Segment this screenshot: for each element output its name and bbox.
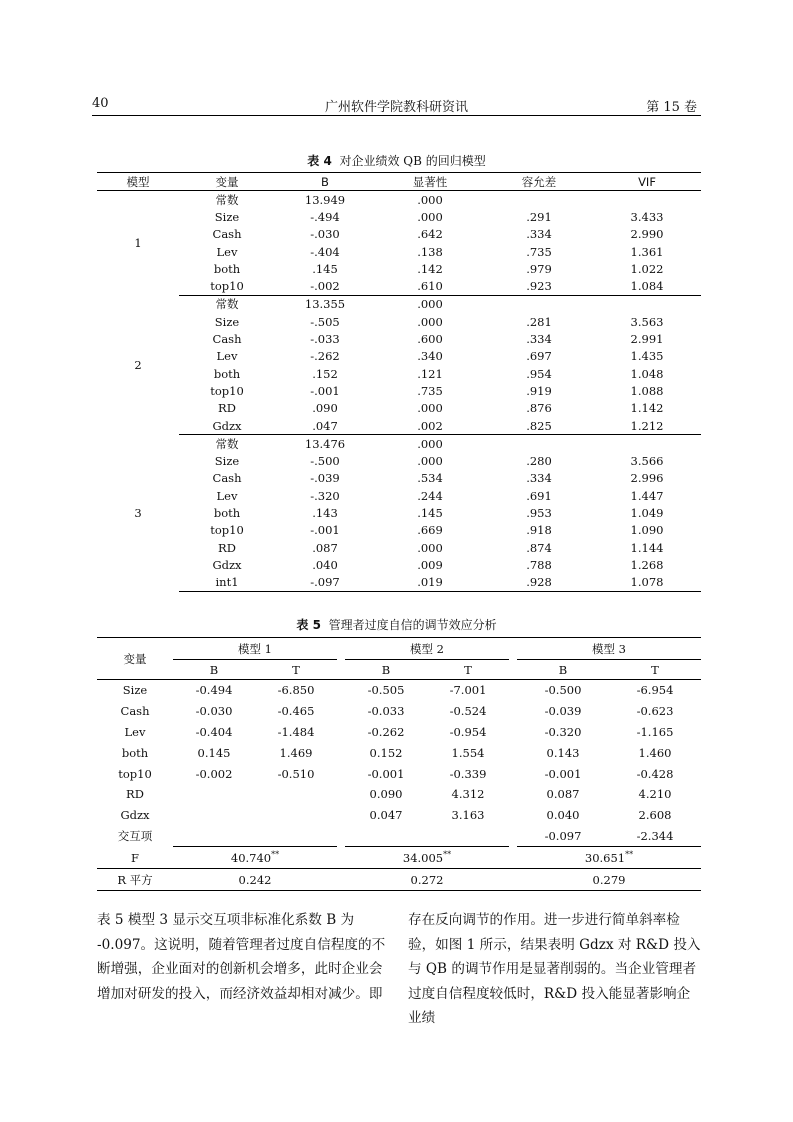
table5-r2-value-model2: 0.272 (345, 869, 509, 891)
table4-value-cell: .090 (312, 401, 338, 416)
table4-row (97, 243, 701, 260)
table4-value-cell (593, 435, 701, 453)
table4-value-cell: 1.078 (593, 574, 701, 592)
table4-value-cell: .152 (312, 366, 338, 381)
table5-value-cell: -6.850 (277, 683, 315, 698)
table4-value-cell: .000 (375, 435, 485, 453)
table4-value-cell: .334 (526, 332, 552, 347)
table5-f-label: F (131, 850, 139, 865)
table4-header-variable: 变量 (179, 173, 275, 191)
table4-value-cell: .874 (526, 540, 552, 555)
table4-variable-cell: Size (214, 454, 240, 469)
table4-value-cell: -.404 (310, 244, 340, 259)
table4-value-cell: .244 (417, 488, 443, 503)
table4-value-cell: -.262 (310, 349, 340, 364)
table5-row (97, 805, 701, 826)
table5-f-row (97, 847, 701, 869)
table5-r2-value-model1: 0.242 (173, 869, 337, 891)
header-rule (92, 115, 701, 116)
body-paragraph-left: 表 5 模型 3 显示交互项非标准化系数 B 为 -0.097。这说明，随着管理者过度自信程度的不断增强，企业面对的创新机会增多，此时企业会增加对研发的投入，而经济效益却相对减少。即 (97, 912, 386, 1002)
table5-value-cell: -0.505 (367, 683, 405, 698)
table5-header-model2: 模型 2 (345, 638, 509, 660)
table4-row (97, 470, 701, 487)
table4-model-cell: 3 (134, 505, 142, 520)
table4-variable-cell: RD (218, 401, 236, 416)
table4-value-cell: -.320 (310, 488, 340, 503)
table4-value-cell: .979 (526, 261, 552, 276)
table5-value-cell: -0.524 (449, 704, 487, 719)
table4-value-cell: 1.022 (630, 261, 664, 276)
table5-value-cell (173, 826, 255, 847)
table4-value-cell: .642 (417, 227, 443, 242)
table5-value-cell: -0.465 (277, 704, 315, 719)
table5-f-value-model3: 30.651** (517, 847, 701, 869)
table5-value-cell: -0.001 (544, 766, 582, 781)
table4-value-cell: .000 (375, 295, 485, 313)
table4-value-cell: 1.212 (630, 418, 664, 433)
table5-value-cell: -2.344 (636, 828, 674, 843)
table4-value-cell: .143 (312, 505, 338, 520)
table5-value-cell: -0.500 (544, 683, 582, 698)
table4-value-cell: 1.435 (630, 349, 664, 364)
table4-value-cell: .735 (417, 383, 443, 398)
table4-variable-cell: both (213, 505, 241, 520)
table5-variable-cell: 交互项 (117, 829, 153, 844)
table5-value-cell: -0.097 (544, 828, 582, 843)
table5-value-cell: -0.033 (367, 704, 405, 719)
table4-variable-cell: 常数 (215, 192, 239, 207)
table4-value-cell: .000 (417, 192, 443, 207)
table5-value-cell: -6.954 (636, 683, 674, 698)
table5-value-cell: -0.320 (544, 724, 582, 739)
table5-value-cell: 3.163 (451, 808, 485, 823)
table5-value-cell (173, 805, 255, 826)
table4-value-cell: .000 (417, 540, 443, 555)
table5-value-cell: -1.484 (277, 724, 315, 739)
table4-value-cell (485, 191, 593, 209)
table4-value-cell: -.001 (310, 383, 340, 398)
table4-value-cell: 13.355 (275, 295, 375, 313)
table5-subheader-b: B (173, 660, 255, 680)
table4-value-cell: .121 (417, 366, 443, 381)
table5-value-cell: -0.030 (195, 704, 233, 719)
table5-value-cell: 0.040 (546, 808, 580, 823)
table5-row (97, 826, 701, 847)
table4-value-cell: 1.090 (630, 523, 664, 538)
table4-value-cell: 2.990 (630, 227, 664, 242)
table4-value-cell: .000 (417, 209, 443, 224)
table4-value-cell: .281 (526, 314, 552, 329)
table5-value-cell (255, 805, 337, 826)
table4-variable-cell: 常数 (179, 435, 275, 453)
table4-value-cell: .000 (417, 314, 443, 329)
table5-caption (0, 616, 793, 633)
table4-value-cell: 2.996 (630, 471, 664, 486)
table4-value-cell: 3.563 (630, 314, 664, 329)
table4-model-cell: 1 (134, 236, 142, 251)
table4-header-model: 模型 (97, 173, 179, 191)
table4-value-cell: .918 (526, 523, 552, 538)
table4-variable-cell: Cash (212, 332, 242, 347)
table5-value-cell: 0.090 (369, 787, 403, 802)
table4-value-cell: 1.049 (630, 505, 664, 520)
table4-variable-cell: Lev (216, 244, 238, 259)
table4-value-cell: .953 (526, 505, 552, 520)
table4-row (97, 417, 701, 435)
table4-value-cell: .669 (417, 523, 443, 538)
table4-value-cell: .009 (417, 557, 443, 572)
table4-value-cell: -.039 (310, 471, 340, 486)
table5-value-cell: -0.339 (449, 766, 487, 781)
table5-row (97, 680, 701, 701)
table4-value-cell: .087 (312, 540, 338, 555)
table5-row (97, 722, 701, 743)
table4-row (97, 348, 701, 365)
table4-variable-cell: Cash (212, 471, 242, 486)
table4-row (97, 556, 701, 573)
table4-value-cell: .610 (417, 279, 443, 294)
table4-row (97, 382, 701, 399)
table5-value-cell (345, 826, 427, 847)
table4-variable-cell: top10 (210, 523, 244, 538)
table5-value-cell: 0.047 (369, 808, 403, 823)
table4-value-cell: 1.268 (630, 557, 664, 572)
table4-row (97, 226, 701, 243)
table4-value-cell: .047 (312, 418, 338, 433)
table5-f-value-model1: 40.740** (173, 847, 337, 869)
table4-value-cell: .825 (526, 418, 552, 433)
table4-value-cell: .280 (526, 454, 552, 469)
table4-value-cell: 13.476 (275, 435, 375, 453)
table4-value-cell: .334 (526, 471, 552, 486)
table4-row (97, 330, 701, 347)
table5-value-cell: -0.510 (277, 766, 315, 781)
table5-value-cell: -0.494 (195, 683, 233, 698)
table4-row (97, 208, 701, 225)
table4-row (97, 487, 701, 504)
table5-variable-cell: top10 (118, 766, 152, 781)
table4-value-cell: -.494 (310, 209, 340, 224)
table4-row (97, 435, 701, 453)
table4-variable-cell: top10 (210, 383, 244, 398)
volume-label: 第 15 卷 (646, 100, 697, 115)
table4-value-cell: .145 (417, 505, 443, 520)
table4-value-cell: .291 (526, 209, 552, 224)
table4-value-cell: .000 (417, 454, 443, 469)
table5-variable-cell: Lev (124, 724, 146, 739)
table5-row (97, 701, 701, 722)
table4-caption (0, 152, 793, 169)
table5-value-cell: -0.002 (195, 766, 233, 781)
table5-moderation (97, 637, 701, 891)
table4-variable-cell: Gdzx (212, 557, 242, 572)
table4-value-cell: .040 (312, 557, 338, 572)
table5-header-model1: 模型 1 (173, 638, 337, 660)
table4-value-cell (485, 295, 593, 313)
table5-value-cell: 1.554 (451, 745, 485, 760)
table4-model-cell: 2 (134, 357, 142, 372)
table4-caption-label: 表 4 (307, 154, 332, 168)
table4-value-cell: .000 (417, 401, 443, 416)
table4-value-cell: .928 (485, 574, 593, 592)
page-number: 40 (92, 96, 109, 111)
table4-value-cell: .923 (526, 279, 552, 294)
table4-value-cell: 3.433 (630, 209, 664, 224)
table5-value-cell: -0.262 (367, 724, 405, 739)
table4-value-cell: .340 (417, 349, 443, 364)
table5-subheader-b: B (517, 660, 609, 680)
table4-value-cell: .138 (417, 244, 443, 259)
table4-value-cell: -.505 (310, 314, 340, 329)
table5-value-cell: -7.001 (449, 683, 487, 698)
table4-variable-cell: Size (214, 209, 240, 224)
table4-value-cell: .919 (526, 383, 552, 398)
table4-value-cell: 2.991 (630, 332, 664, 347)
table4-variable-cell: Gdzx (212, 418, 242, 433)
table4-value-cell: .600 (417, 332, 443, 347)
table4-value-cell: .002 (417, 418, 443, 433)
table5-variable-cell: both (121, 745, 149, 760)
table5-value-cell: 0.152 (369, 745, 403, 760)
table5-header-variable: 变量 (97, 638, 173, 680)
table5-value-cell (427, 826, 509, 847)
table5-r2-row (97, 869, 701, 891)
table4-row (97, 295, 701, 313)
table4-row (97, 522, 701, 539)
table4-value-cell: 13.949 (304, 192, 346, 207)
table4-regression (97, 172, 701, 592)
table4-value-cell: .334 (526, 227, 552, 242)
table5-value-cell: 1.469 (279, 745, 313, 760)
table5-subheader-b: B (345, 660, 427, 680)
body-paragraph-right: 存在反向调节的作用。进一步进行简单斜率检验，如图 1 所示，结果表明 Gdzx 对 R&D 投入与 QB 的调节作用是显著削弱的。当企业管理者过度自信程度较低时，R&D 投入能显著影响企业绩 (408, 912, 701, 1026)
table4-value-cell: .788 (526, 557, 552, 572)
table4-value-cell: 1.088 (630, 383, 664, 398)
table5-value-cell: 0.087 (546, 787, 580, 802)
journal-title: 广州软件学院教科研资讯 (324, 100, 468, 115)
table4-value-cell: 1.447 (630, 488, 664, 503)
table4-value-cell: .142 (417, 261, 443, 276)
table4-variable-cell: Lev (216, 349, 238, 364)
table4-variable-cell: Cash (212, 227, 242, 242)
table5-value-cell: -1.165 (636, 724, 674, 739)
table5-row (97, 763, 701, 784)
table4-value-cell: 3.566 (630, 454, 664, 469)
table4-row (97, 539, 701, 556)
table5-variable-cell: Cash (120, 704, 150, 719)
table5-value-cell: 1.460 (638, 745, 672, 760)
table4-header-vif: VIF (593, 173, 701, 191)
table4-variable-cell: int1 (179, 574, 275, 592)
table5-subheader-t: T (609, 660, 701, 680)
table5-header-model3: 模型 3 (517, 638, 701, 660)
table4-value-cell: -.030 (310, 227, 340, 242)
table4-value-cell: .697 (526, 349, 552, 364)
table4-caption-text: 对企业绩效 QB 的回归模型 (339, 154, 486, 168)
table5-subheader-t: T (427, 660, 509, 680)
table4-variable-cell: top10 (210, 279, 244, 294)
table4-value-cell (593, 191, 701, 209)
table4-value-cell: 1.144 (630, 540, 664, 555)
table4-value-cell (593, 295, 701, 313)
table4-value-cell: .691 (526, 488, 552, 503)
table4-row (97, 452, 701, 469)
table4-value-cell (485, 435, 593, 453)
table4-value-cell: .876 (526, 401, 552, 416)
table4-value-cell: 1.048 (630, 366, 664, 381)
table4-value-cell: 1.361 (630, 244, 664, 259)
table4-row (97, 277, 701, 295)
table4-header-significance: 显著性 (375, 173, 485, 191)
table5-variable-cell: Gdzx (120, 808, 150, 823)
table4-value-cell: .534 (417, 471, 443, 486)
table4-variable-cell: Lev (216, 488, 238, 503)
table5-value-cell (255, 826, 337, 847)
table5-f-value-model2: 34.005** (345, 847, 509, 869)
table5-variable-cell: RD (126, 787, 144, 802)
table5-r2-label: R 平方 (97, 869, 173, 891)
table4-value-cell: -.500 (310, 454, 340, 469)
table5-caption-text: 管理者过度自信的调节效应分析 (328, 618, 497, 632)
table5-value-cell (173, 784, 255, 805)
table4-row (97, 400, 701, 417)
table4-value-cell: 1.084 (630, 279, 664, 294)
table4-header-b: B (275, 173, 375, 191)
table4-value-cell: -.001 (310, 523, 340, 538)
table4-variable-cell: Size (214, 314, 240, 329)
table5-value-cell: 4.312 (451, 787, 485, 802)
table5-value-cell: -0.039 (544, 704, 582, 719)
table5-subheader-t: T (255, 660, 337, 680)
table5-value-cell: 4.210 (638, 787, 672, 802)
table4-value-cell: -.033 (310, 332, 340, 347)
table5-value-cell: -0.623 (636, 704, 674, 719)
table4-row (97, 574, 701, 592)
table4-row (97, 191, 701, 209)
table4-row (97, 260, 701, 277)
table4-value-cell: .735 (526, 244, 552, 259)
table4-row (97, 504, 701, 521)
table4-value-cell: -.002 (310, 279, 340, 294)
table5-variable-cell: Size (122, 683, 148, 698)
table4-variable-cell: RD (218, 540, 236, 555)
table5-value-cell: -0.404 (195, 724, 233, 739)
table4-value-cell: 1.142 (630, 401, 664, 416)
table4-value-cell: .954 (526, 366, 552, 381)
table5-value-cell: -0.954 (449, 724, 487, 739)
table4-value-cell: .145 (312, 261, 338, 276)
table5-row (97, 742, 701, 763)
table4-value-cell: .019 (375, 574, 485, 592)
table5-r2-value-model3: 0.279 (517, 869, 701, 891)
table5-value-cell: -0.001 (367, 766, 405, 781)
table4-row (97, 313, 701, 330)
table5-caption-label: 表 5 (296, 618, 321, 632)
table5-value-cell: -0.428 (636, 766, 674, 781)
table5-value-cell (255, 784, 337, 805)
table5-value-cell: 0.143 (546, 745, 580, 760)
table4-row (97, 365, 701, 382)
table4-value-cell: -.097 (275, 574, 375, 592)
table4-variable-cell: 常数 (179, 295, 275, 313)
table5-value-cell: 2.608 (638, 808, 672, 823)
table5-row (97, 784, 701, 805)
table4-variable-cell: both (213, 261, 241, 276)
table5-value-cell: 0.145 (197, 745, 231, 760)
table4-header-tolerance: 容允差 (485, 173, 593, 191)
table4-variable-cell: both (213, 366, 241, 381)
